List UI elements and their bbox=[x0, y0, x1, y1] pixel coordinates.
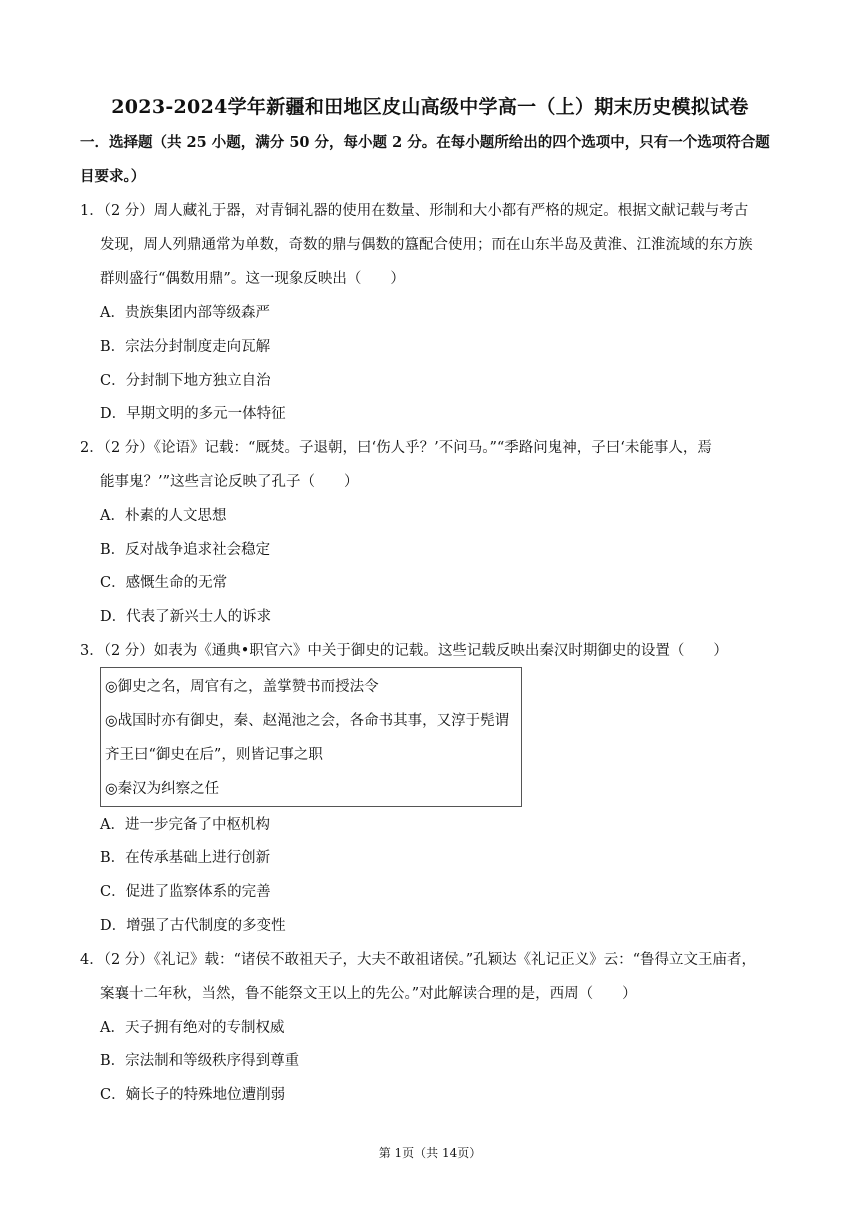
question-1-option-d[interactable]: D．早期文明的多元一体特征 bbox=[100, 406, 286, 422]
quote-table-row: ◎御史之名，周官有之，盖掌赞书而授法令 bbox=[105, 679, 379, 695]
question-4-option-a[interactable]: A．天子拥有绝对的专制权威 bbox=[100, 1020, 285, 1036]
question-3-option-b[interactable]: B．在传承基础上进行创新 bbox=[100, 850, 271, 866]
question-1-option-c[interactable]: C．分封制下地方独立自治 bbox=[100, 373, 271, 389]
quote-table bbox=[100, 667, 522, 807]
question-1-option-b[interactable]: B．宗法分封制度走向瓦解 bbox=[100, 339, 271, 355]
question-4-stem bbox=[80, 943, 785, 1011]
question-line: 2．（2 分）《论语》记载：“厩焚。子退朝，曰‘伤人乎？’不问马。”“季路问鬼神，子曰‘未能事人，焉 bbox=[80, 440, 712, 456]
question-line: 能事鬼？’”这些言论反映了孔子（ ） bbox=[100, 474, 359, 490]
question-2-option-b[interactable]: B．反对战争追求社会稳定 bbox=[100, 542, 271, 558]
question-line: 3．（2 分）如表为《通典•职官六》中关于御史的记载。这些记载反映出秦汉时期御史的设置（ ） bbox=[80, 643, 728, 659]
question-2-option-c[interactable]: C．感慨生命的无常 bbox=[100, 575, 228, 591]
question-1-stem bbox=[80, 194, 785, 296]
question-3-option-d[interactable]: D．增强了古代制度的多变性 bbox=[100, 918, 286, 934]
question-line: 4．（2 分）《礼记》载：“诸侯不敢祖天子，大夫不敢祖诸侯。”孔颖达《礼记正义》云：“鲁得立文王庙者， bbox=[80, 952, 757, 968]
quote-table-row: ◎秦汉为纠察之任 bbox=[105, 781, 220, 797]
question-1-option-a[interactable]: A．贵族集团内部等级森严 bbox=[100, 305, 270, 321]
section-heading-line: 目要求。） bbox=[80, 168, 146, 185]
question-line: 发现，周人列鼎通常为单数，奇数的鼎与偶数的簋配合使用；而在山东半岛及黄淮、江淮流域的东方族 bbox=[100, 237, 753, 253]
section-heading bbox=[80, 126, 785, 194]
question-2-stem bbox=[80, 431, 785, 499]
quote-table-row: 齐王曰“御史在后”，则皆记事之职 bbox=[105, 747, 323, 763]
question-line: 案襄十二年秋，当然，鲁不能祭文王以上的先公。”对此解读合理的是，西周（ ） bbox=[100, 986, 637, 1002]
question-2-option-a[interactable]: A．朴素的人文思想 bbox=[100, 508, 227, 524]
question-3-option-c[interactable]: C．促进了监察体系的完善 bbox=[100, 884, 271, 900]
question-4-option-b[interactable]: B．宗法制和等级秩序得到尊重 bbox=[100, 1053, 300, 1069]
question-4-option-c[interactable]: C．嫡长子的特殊地位遭削弱 bbox=[100, 1087, 286, 1103]
page-title: 2023-2024学年新疆和田地区皮山高级中学高一（上）期末历史模拟试卷 bbox=[111, 96, 749, 118]
question-line: 群则盛行“偶数用鼎”。这一现象反映出（ ） bbox=[100, 271, 405, 287]
question-2-option-d[interactable]: D．代表了新兴士人的诉求 bbox=[100, 609, 272, 625]
question-3-stem bbox=[80, 634, 785, 668]
question-3-option-a[interactable]: A．进一步完备了中枢机构 bbox=[100, 817, 270, 833]
question-line: 1．（2 分）周人藏礼于器，对青铜礼器的使用在数量、形制和大小都有严格的规定。根据文献记载与考古 bbox=[80, 203, 749, 219]
section-heading-line: 一．选择题（共 25 小题，满分 50 分，每小题 2 分。在每小题所给出的四个选项中，只有一个选项符合题 bbox=[80, 134, 770, 151]
page-footer: 第 1页（共 14页） bbox=[378, 1146, 482, 1160]
quote-table-row: ◎战国时亦有御史，秦、赵渑池之会，各命书其事，又淳于髡谓 bbox=[105, 713, 510, 729]
